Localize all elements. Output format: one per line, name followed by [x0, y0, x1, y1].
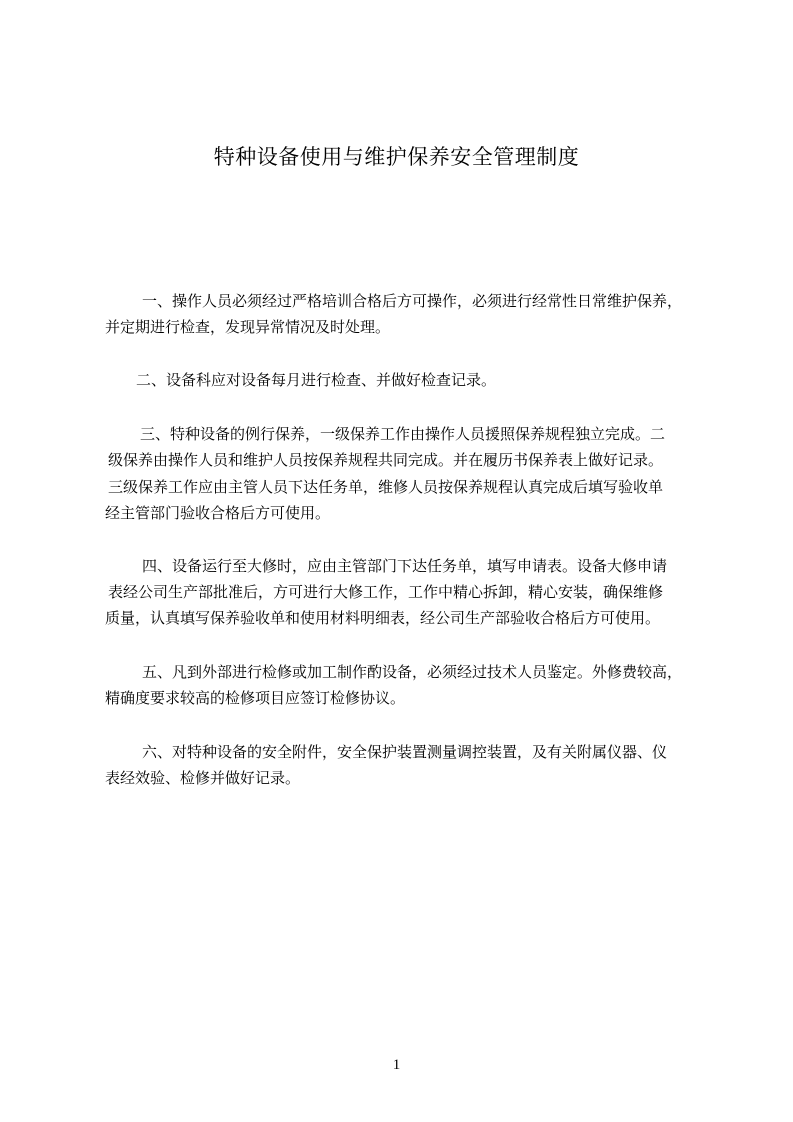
paragraph-line: 六、对特种设备的安全附件，安全保护装置测量调控装置，及有关附属仪器、仪 [142, 743, 668, 761]
paragraph-line: 三级保养工作应由主管人员下达任务单，维修人员按保养规程认真完成后填写验收单 [108, 478, 664, 496]
paragraph-line: 四、设备运行至大修时，应由主管部门下达任务单，填写申请表。设备大修申请 [142, 557, 668, 575]
page-number: 1 [392, 1057, 401, 1073]
paragraph-line: 二、设备科应对设备每月进行检查、并做好检查记录。 [136, 371, 497, 389]
document-title: 特种设备使用与维护保养安全管理制度 [213, 145, 580, 169]
paragraph-line: 一、操作人员必须经过严格培训合格后方可操作，必须进行经常性日常维护保养， [142, 292, 683, 310]
paragraph-line: 并定期进行检查，发现异常情况及时处理。 [105, 318, 391, 336]
paragraph-line: 经主管部门验收合格后方可使用。 [105, 504, 331, 522]
paragraph-line: 级保养由操作人员和维护人员按保养规程共同完成。并在履历书保养表上做好记录。 [108, 451, 664, 469]
paragraph-line: 表经公司生产部批准后，方可进行大修工作，工作中精心拆卸，精心安装，确保维修 [108, 583, 664, 601]
paragraph-line: 三、特种设备的例行保养，一级保养工作由操作人员援照保养规程独立完成。二 [140, 425, 666, 443]
paragraph-line: 表经效验、检修并做好记录。 [105, 769, 301, 787]
paragraph-line: 五、凡到外部进行检修或加工制作酌设备，必须经过技术人员鉴定。外修费较高， [142, 663, 683, 681]
paragraph-line: 质量，认真填写保养验收单和使用材料明细表，经公司生产部验收合格后方可使用。 [105, 609, 661, 627]
paragraph-line: 精确度要求较高的检修项目应签订检修协议。 [105, 689, 406, 707]
